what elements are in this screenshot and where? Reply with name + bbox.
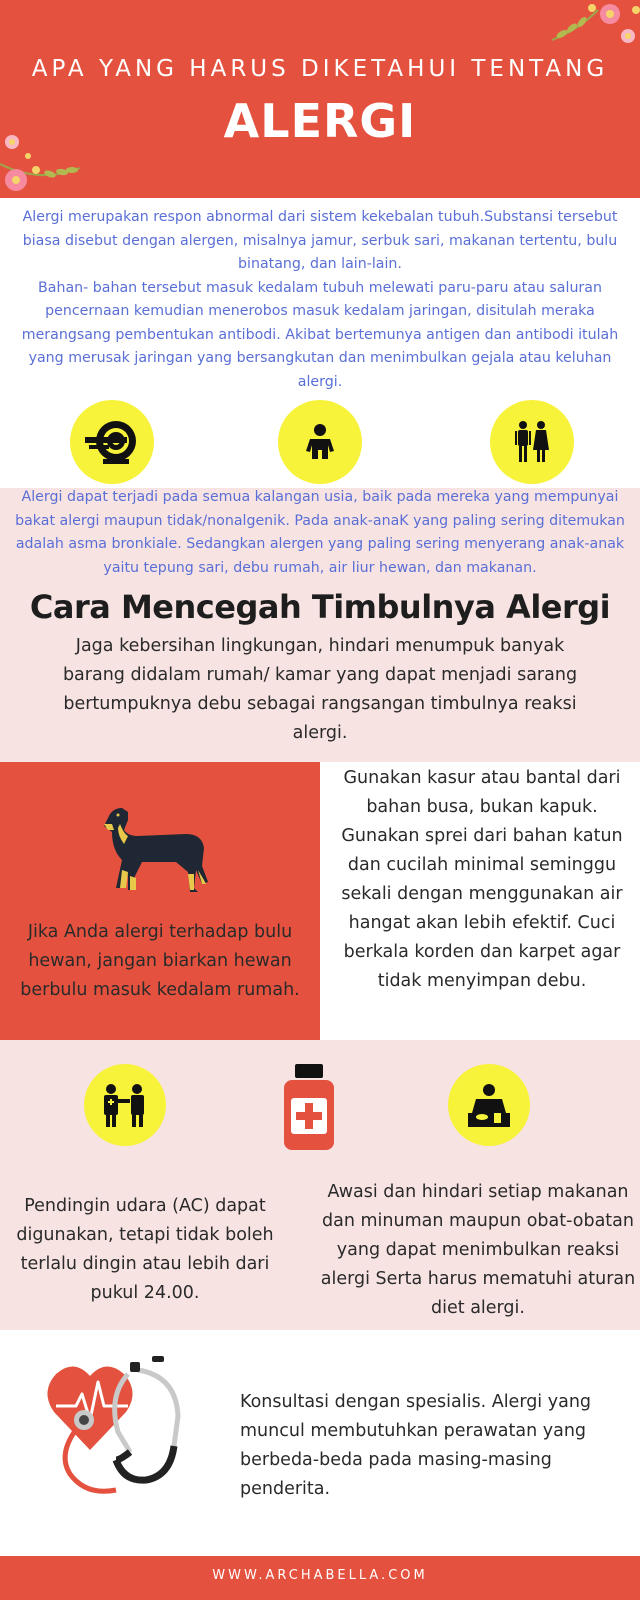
heart-stethoscope-icon: [46, 1356, 192, 1504]
footer-url-link[interactable]: WWW.ARCHABELLA.COM: [212, 1568, 428, 1583]
food-text: Awasi dan hindari setiap makanan dan minuman maupun obat-obatan yang dapat menimbulkan reaksi alergi Serta harus mematuhi aturan diet alergi.: [320, 1182, 636, 1318]
doctor-patient-icon: [84, 1064, 166, 1146]
pet-text: Jika Anda alergi terhadap bulu hewan, jangan biarkan hewan berbulu masuk kedalam rumah.: [20, 922, 300, 1000]
prevention-text: Jaga kebersihan lingkungan, hindari menumpuk banyak barang didalam rumah/ kamar yang dapat menjadi sarang bertumpuknya debu sebagai rangsangan timbulnya reaksi alergi.: [62, 636, 578, 743]
header-kicker: APA YANG HARUS DIKETAHUI TENTANG: [31, 56, 609, 82]
child-icon: [278, 400, 362, 484]
intro-text: [14, 206, 626, 394]
ac-text: Pendingin udara (AC) dapat digunakan, tetapi tidak boleh terlalu dingin atau lebih dari pukul 24.00.: [16, 1196, 274, 1303]
bedding-text: Gunakan kasur atau bantal dari bahan busa, bukan kapuk. Gunakan sprei dari bahan katun dan cucilah minimal seminggu sekali dengan menggunakan air hangat akan lebih efektif. Cuci berkala korden dan karpet agar tidak menyimpan debu.: [341, 768, 623, 991]
couple-icon: [490, 400, 574, 484]
intro-paragraph-2: Bahan- bahan tersebut masuk kedalam tubuh melewati paru-paru atau saluran pencernaan kemudian menerobos masuk kedalam jaringan, disitulah meraka merangsang pembentukan antibodi. Akibat bertemunya antigen dan antibodi itulah yang merusak jaringan yang bersangkutan dan menimbulkan gejala atau keluhan alergi.: [21, 279, 619, 390]
medicine-bottle-icon: [284, 1064, 334, 1150]
page-title: ALERGI: [223, 94, 417, 148]
header-banner: [0, 0, 640, 198]
dog-icon: [98, 800, 214, 900]
intro-paragraph-1: Alergi merupakan respon abnormal dari sistem kekebalan tubuh.Substansi tersebut biasa disebut dengan alergen, misalnya jamur, serbuk sari, makanan tertentu, bulu binatang, dan lain-lain.: [22, 209, 618, 272]
mri-scanner-icon: [70, 400, 154, 484]
flower-decoration-icon: [548, 0, 640, 62]
age-text: Alergi dapat terjadi pada semua kalangan usia, baik pada mereka yang mempunyai bakat alergi maupun tidak/nonalgenik. Pada anak-anaK yang paling sering ditemukan adalah asma bronkiale. Sedangkan alergen yang paling sering menyerang anak-anak yaitu tepung sari, debu rumah, air liur hewan, dan makanan.: [15, 489, 625, 576]
consult-text: Konsultasi dengan spesialis. Alergi yang muncul membutuhkan perawatan yang berbeda-beda pada masing-masing penderita.: [240, 1392, 592, 1499]
prevention-title: Cara Mencegah Timbulnya Alergi: [29, 588, 611, 626]
person-meal-icon: [448, 1064, 530, 1146]
